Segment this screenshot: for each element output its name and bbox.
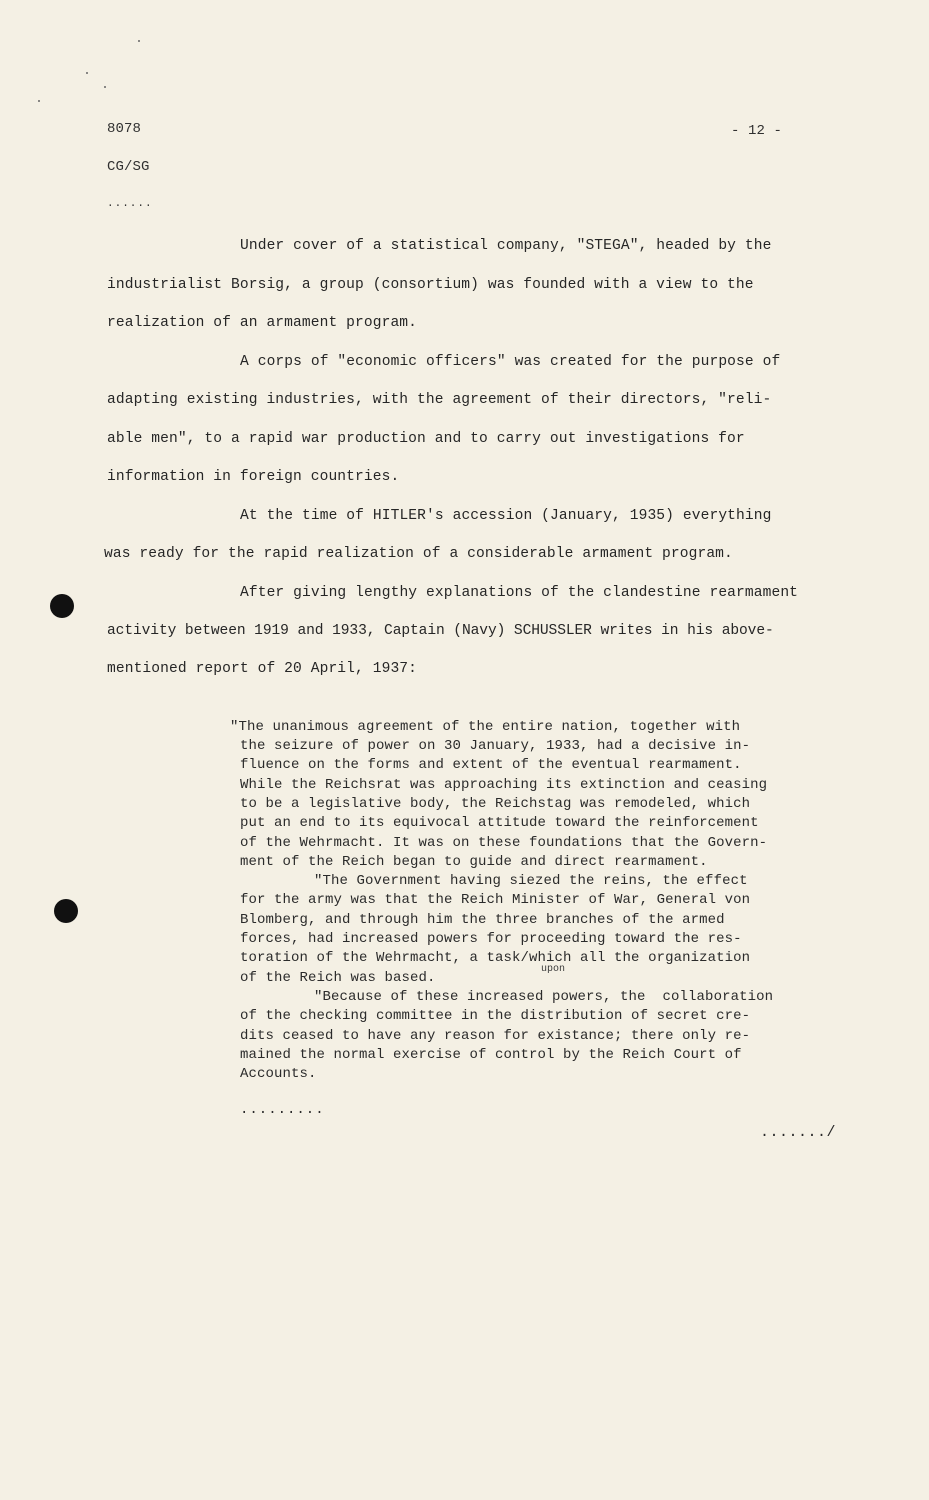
quote-line: toration of the Wehrmacht, a task/which all the organization	[240, 950, 751, 966]
quote-line: "The Government having siezed the reins, the effect	[314, 873, 748, 889]
quote-line: While the Reichsrat was approaching its extinction and ceasing	[240, 777, 768, 793]
quote-line: forces, had increased powers for proceeding toward the res-	[240, 931, 742, 947]
quote-line: fluence on the forms and extent of the eventual rearmament.	[240, 757, 742, 773]
paper-speck	[38, 100, 40, 102]
body-line: A corps of "economic officers" was created for the purpose of	[240, 354, 781, 370]
paper-speck	[138, 40, 140, 42]
quote-line: "The unanimous agreement of the entire nation, together with	[230, 719, 741, 735]
page-number: - 12 -	[731, 123, 783, 139]
continuation-mark: ......./	[760, 1124, 837, 1141]
punch-hole-icon	[50, 594, 74, 618]
quote-line: for the army was that the Reich Minister of War, General von	[240, 892, 751, 908]
quote-line: of the Reich was based.	[240, 970, 436, 986]
typist-initials: CG/SG	[107, 159, 150, 175]
body-line: activity between 1919 and 1933, Captain (Navy) SCHUSSLER writes in his above-	[107, 623, 774, 639]
body-line: At the time of HITLER's accession (January, 1935) everything	[240, 508, 772, 524]
paper-speck	[86, 72, 88, 74]
body-line: mentioned report of 20 April, 1937:	[107, 661, 418, 677]
trailing-dots: .........	[240, 1102, 325, 1118]
document-number: 8078	[107, 121, 142, 137]
lead-dots: ......	[107, 198, 153, 210]
quote-line: "Because of these increased powers, the collaboration	[314, 989, 774, 1005]
body-line: was ready for the rapid realization of a considerable armament program.	[104, 546, 733, 562]
body-line: industrialist Borsig, a group (consortium) was founded with a view to the	[107, 277, 754, 293]
body-line: After giving lengthy explanations of the clandestine rearmament	[240, 585, 799, 601]
quote-line: the seizure of power on 30 January, 1933, had a decisive in-	[240, 738, 751, 754]
handwritten-insertion: upon	[541, 964, 566, 975]
quote-line: mained the normal exercise of control by the Reich Court of	[240, 1047, 742, 1063]
quote-line: ment of the Reich began to guide and direct rearmament.	[240, 854, 708, 870]
quote-line: dits ceased to have any reason for existance; there only re-	[240, 1028, 751, 1044]
quote-line: Blomberg, and through him the three branches of the armed	[240, 912, 725, 928]
body-line: Under cover of a statistical company, "STEGA", headed by the	[240, 238, 772, 254]
quote-line: Accounts.	[240, 1066, 317, 1082]
punch-hole-icon	[54, 899, 78, 923]
quote-line: of the checking committee in the distribution of secret cre-	[240, 1008, 751, 1024]
quote-line: put an end to its equivocal attitude toward the reinforcement	[240, 815, 759, 831]
quote-line: to be a legislative body, the Reichstag was remodeled, which	[240, 796, 751, 812]
body-line: information in foreign countries.	[107, 469, 400, 485]
body-line: able men", to a rapid war production and to carry out investigations for	[107, 431, 745, 447]
body-line: realization of an armament program.	[107, 315, 418, 331]
paper-speck	[104, 86, 106, 88]
body-line: adapting existing industries, with the agreement of their directors, "reli-	[107, 392, 772, 408]
quote-line: of the Wehrmacht. It was on these foundations that the Govern-	[240, 835, 768, 851]
